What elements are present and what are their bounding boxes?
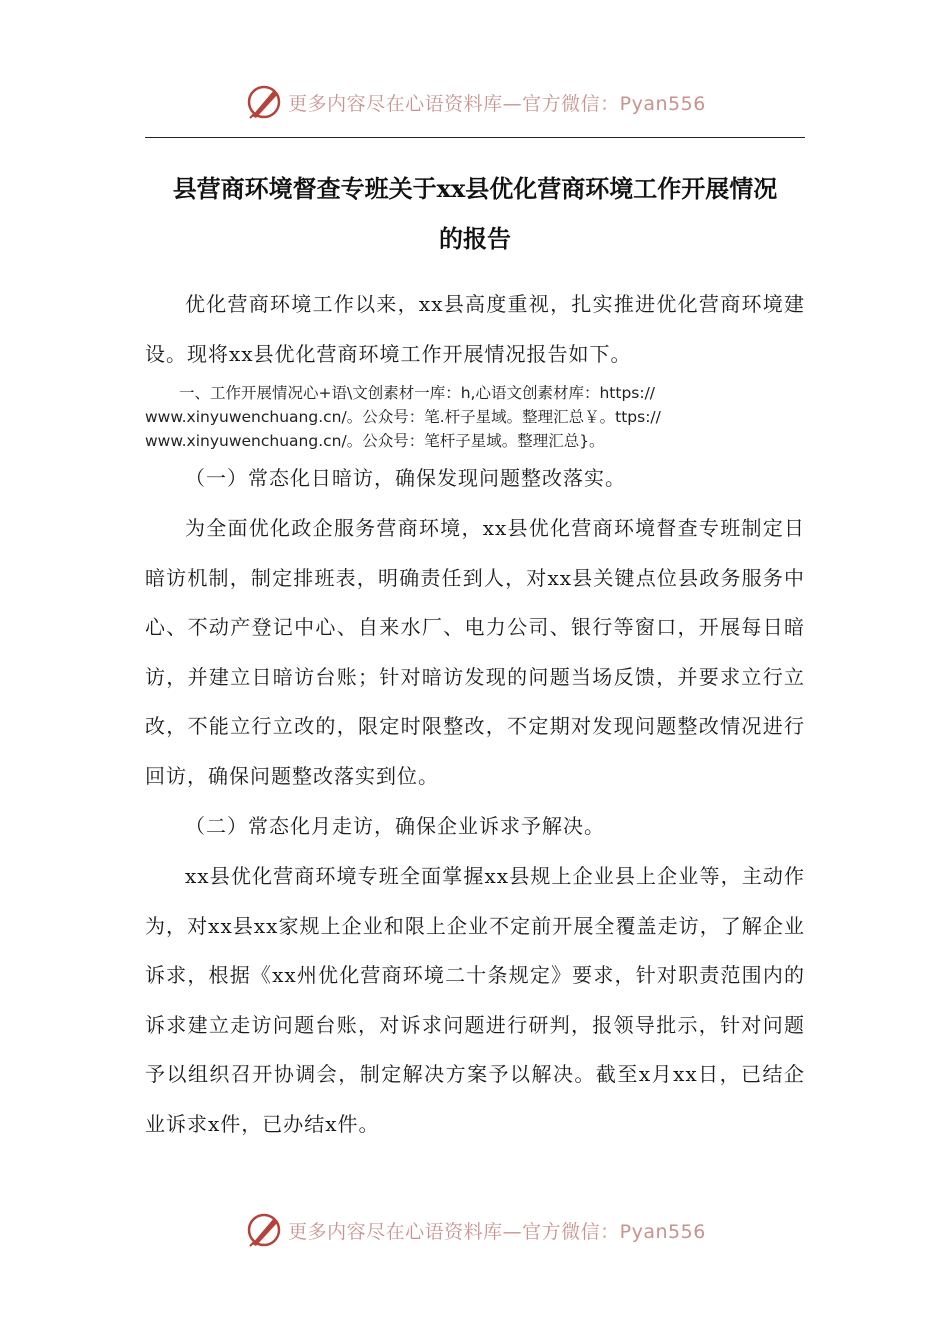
document-title <box>145 164 805 264</box>
pen-logo-icon <box>244 82 284 122</box>
header-banner-text: 更多内容尽在心语资料库—官方微信：Pyan556 <box>288 92 706 115</box>
subsection1-body: 为全面优化政企服务营商环境，xx县优化营商环境督查专班制定日暗访机制，制定排班表，明确责任到人，对xx县关键点位县政务服务中心、不动产登记中心、自来水厂、电力公司、银行等窗口，开展每日暗访，并建立日暗访台账；针对暗访发现的问题当场反馈，并要求立行立改，不能立行立改的，限定时限整改，不定期对发现问题整改情况进行回访，确保问题整改落实到位。 <box>145 516 805 788</box>
section1-line-1: 一、工作开展情况心+语\文创素材一库：h,心语文创素材库：https:// <box>179 384 656 402</box>
section1-line-3: www.xinyuwenchuang.cn/。公众号：笔杆子星域。整理汇总}。 <box>145 432 605 450</box>
header-divider <box>145 137 805 138</box>
section1-line-2: www.xinyuwenchuang.cn/。公众号：笔.杆子星域。整理汇总￥。ttps:// <box>145 408 661 426</box>
intro-paragraph: 优化营商环境工作以来，xx县高度重视，扎实推进优化营商环境建设。现将xx县优化营商环境工作开展情况报告如下。 <box>145 292 805 366</box>
subsection2-body: xx县优化营商环境专班全面掌握xx县规上企业县上企业等，主动作为，对xx县xx家规上企业和限上企业不定前开展全覆盖走访，了解企业诉求，根据《xx州优化营商环境二十条规定》要求，针对职责范围内的诉求建立走访问题台账，对诉求问题进行研判，报领导批示，针对问题予以组织召开协调会，制定解决方案予以解决。截至x月xx日，已结企业诉求x件，已办结x件。 <box>145 864 805 1136</box>
pen-logo-icon <box>244 1210 284 1250</box>
footer-banner <box>0 1208 950 1252</box>
title-line-2: 的报告 <box>439 224 511 253</box>
section1-heading-block <box>145 381 805 453</box>
subsection1-heading: （一）常态化日暗访，确保发现问题整改落实。 <box>185 466 626 490</box>
subsection2-heading: （二）常态化月走访，确保企业诉求予解决。 <box>185 814 605 838</box>
title-line-1: 县营商环境督查专班关于xx县优化营商环境工作开展情况 <box>172 174 778 203</box>
header-banner <box>0 80 950 124</box>
footer-banner-text: 更多内容尽在心语资料库—官方微信：Pyan556 <box>288 1220 706 1243</box>
